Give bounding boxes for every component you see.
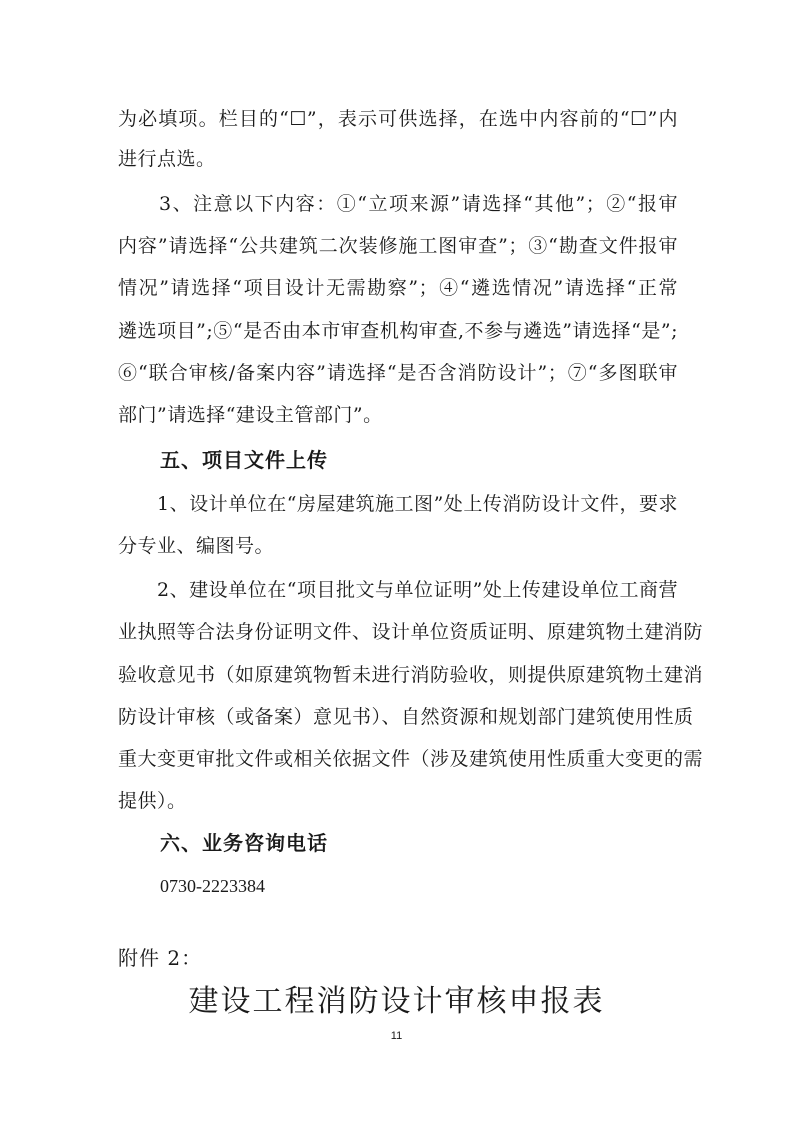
- body-line: 情况”请选择“项目设计无需勘察”；④“遴选情况”请选择“正常: [118, 277, 678, 299]
- attachment-label: 附件 2：: [118, 946, 203, 970]
- body-line: 2、建设单位在“项目批文与单位证明”处上传建设单位工商营: [118, 579, 678, 601]
- body-line: 重大变更审批文件或相关依据文件（涉及建筑使用性质重大变更的需: [118, 748, 704, 770]
- body-line: 为必填项。栏目的“☐”，表示可供选择，在选中内容前的“☐”内: [118, 108, 678, 130]
- body-line: ⑥“联合审核/备案内容”请选择“是否含消防设计”；⑦“多图联审: [118, 362, 678, 384]
- body-line: 业执照等合法身份证明文件、设计单位资质证明、原建筑物土建消防: [118, 621, 704, 643]
- body-line: 提供）。: [118, 790, 187, 812]
- section-heading-upload: 五、项目文件上传: [160, 448, 328, 472]
- body-line: 防设计审核（或备案）意见书）、自然资源和规划部门建筑使用性质: [118, 706, 694, 728]
- body-line: 1、设计单位在“房屋建筑施工图”处上传消防设计文件，要求: [118, 493, 678, 515]
- body-line: 内容”请选择“公共建筑二次装修施工图审查”；③“勘查文件报审: [118, 235, 678, 257]
- body-line: 3、注意以下内容：①“立项来源”请选择“其他”；②“报审: [118, 193, 678, 215]
- body-line: 进行点选。: [118, 148, 216, 170]
- body-line: 遴选项目”;⑤“是否由本市审查机构审查,不参与遴选”请选择“是”;: [118, 320, 678, 342]
- form-title: 建设工程消防设计审核申报表: [188, 984, 605, 1019]
- body-line: 分专业、编图号。: [118, 535, 275, 557]
- page-number: 11: [390, 1030, 403, 1042]
- body-line: 验收意见书（如原建筑物暂未进行消防验收，则提供原建筑物土建消: [118, 664, 704, 686]
- body-line: 部门”请选择“建设主管部门”。: [118, 404, 383, 426]
- section-heading-contact: 六、业务咨询电话: [160, 831, 328, 855]
- contact-phone: 0730-2223384: [160, 876, 265, 896]
